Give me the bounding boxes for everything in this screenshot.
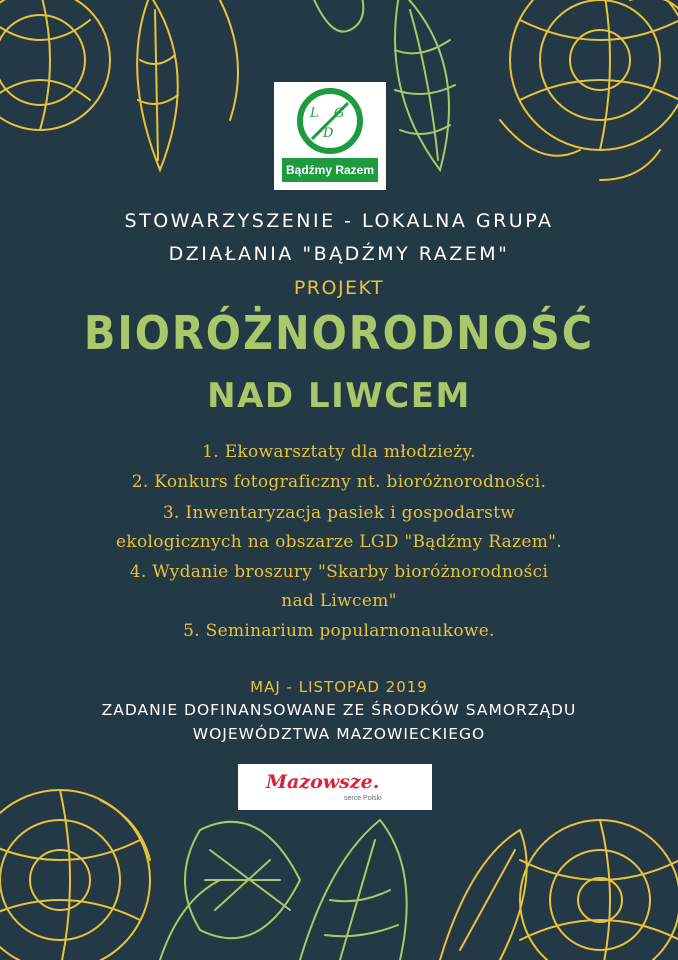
logo-letter-d: D	[323, 126, 334, 141]
project-label: PROJEKT	[293, 277, 385, 299]
top-left-leaves-icon	[0, 0, 238, 170]
activity-line: ekologicznych na obszarze LGD "Bądźmy Razem".	[116, 532, 562, 552]
activity-line: 1. Ekowarsztaty dla młodzieży.	[202, 442, 476, 462]
organization-line-2: DZIAŁANIA "BĄDŹMY RAZEM"	[168, 243, 510, 265]
activity-line: nad Liwcem"	[281, 591, 397, 611]
lgd-logo	[274, 82, 386, 190]
lgd-ring-icon	[296, 87, 364, 155]
mazowsze-logo	[238, 764, 432, 810]
logo-letter-l: L	[310, 106, 319, 121]
funding-line-1: ZADANIE DOFINANSOWANE ZE ŚRODKÓW SAMORZĄDU	[101, 701, 577, 719]
top-right-flower-icon	[500, 0, 678, 180]
activity-line: 3. Inwentaryzacja pasiek i gospodarstw	[162, 503, 516, 523]
date-range: MAJ - LISTOPAD 2019	[250, 678, 428, 696]
bottom-left-flower-icon	[0, 790, 150, 960]
funding-line-2: WOJEWÓDZTWA MAZOWIECKIEGO	[192, 725, 486, 743]
activity-line: 4. Wydanie broszury "Skarby bioróżnorodności	[129, 562, 549, 582]
sponsor-name: Mazowsze.	[266, 771, 380, 793]
main-title: BIORÓŻNORODNOŚĆ	[83, 306, 595, 360]
organization-line-1: STOWARZYSZENIE - LOKALNA GRUPA	[124, 210, 554, 232]
logo-caption: Bądźmy Razem	[282, 158, 378, 182]
activity-line: 5. Seminarium popularnonaukowe.	[183, 621, 495, 641]
logo-letter-g: G	[334, 106, 345, 121]
sub-title: NAD LIWCEM	[207, 376, 471, 416]
bottom-right-flower-icon	[440, 820, 678, 960]
activity-line: 2. Konkurs fotograficzny nt. bioróżnorodności.	[131, 472, 547, 492]
bottom-middle-leaves-icon	[160, 820, 407, 960]
sponsor-tagline: serce Polski	[344, 795, 382, 802]
